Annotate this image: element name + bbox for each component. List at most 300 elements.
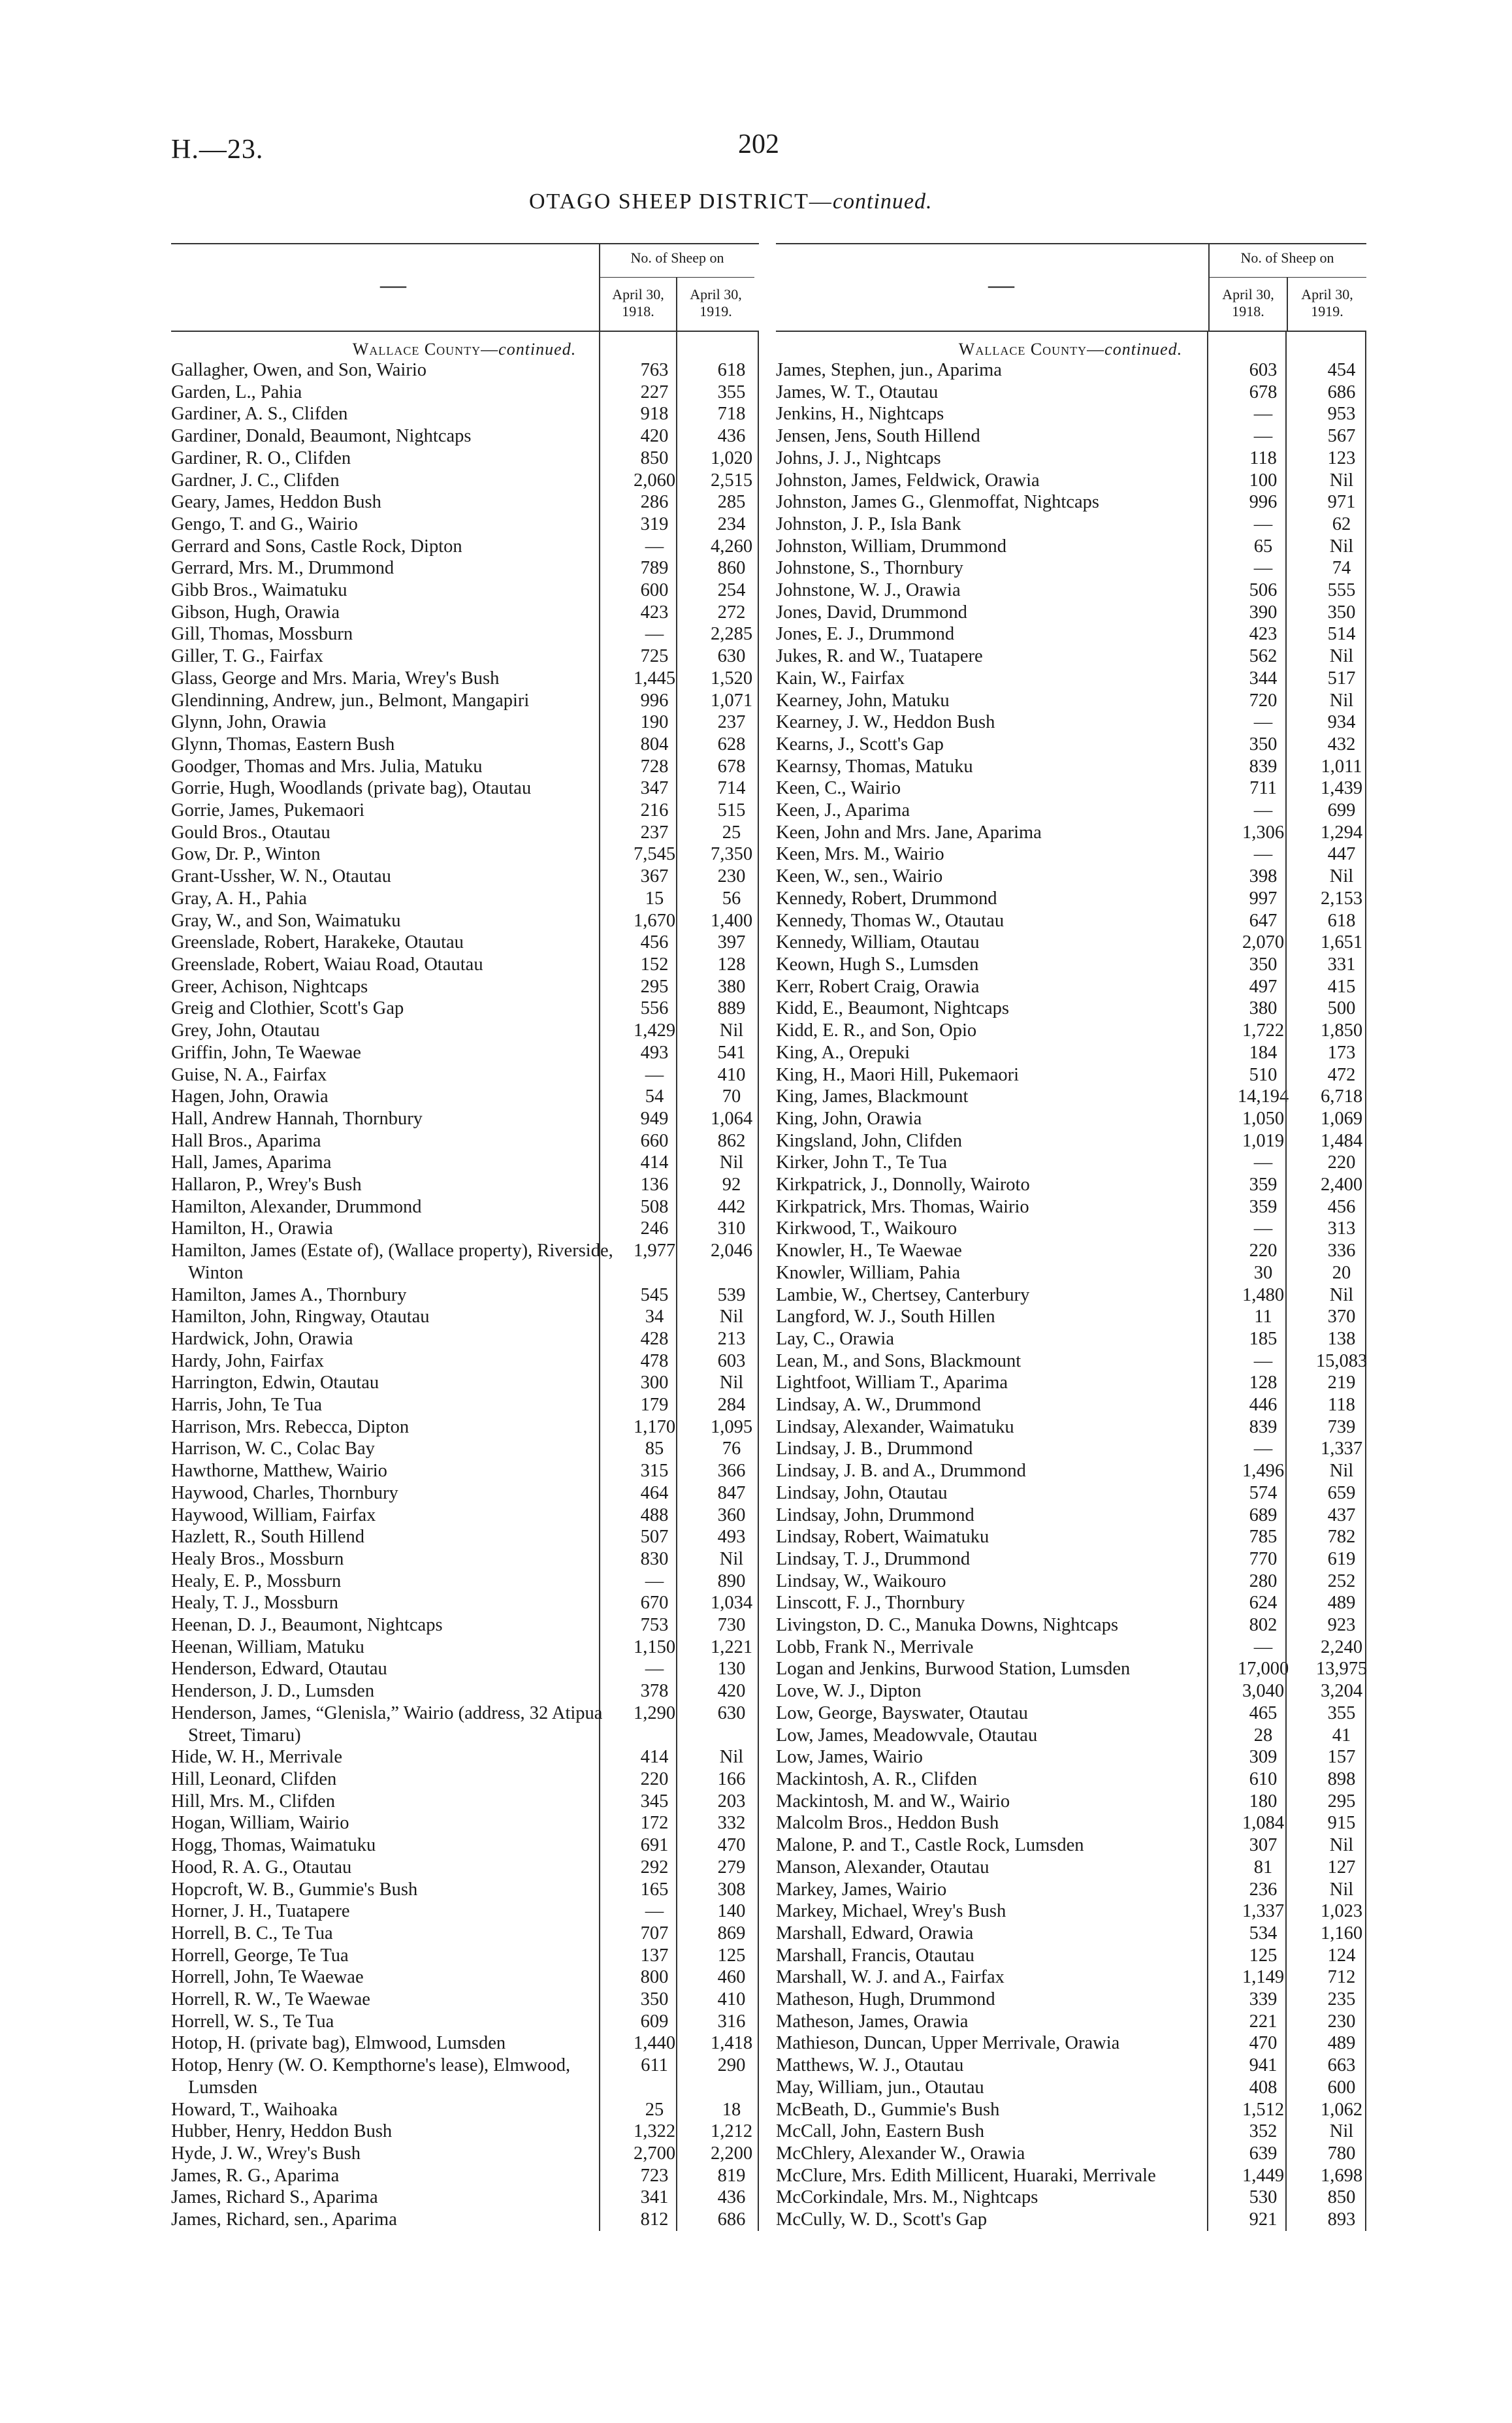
table-row [171, 1064, 758, 1086]
sheep-1919: 118 [1328, 1395, 1355, 1416]
holder-name: Matheson, Hugh, Drummond [776, 1989, 995, 2010]
sheep-1918: 497 [1249, 976, 1278, 997]
table-row [776, 2032, 1365, 2055]
table-row [776, 1548, 1365, 1570]
holder-name: James, R. G., Aparima [171, 2165, 340, 2186]
holder-name: Hamilton, James (Estate of), (Wallace property), Riverside, Winton [171, 1241, 613, 1283]
holder-name: Hill, Leonard, Clifden [171, 1769, 337, 1789]
table-row [171, 843, 758, 866]
sheep-1919: 630 [717, 1702, 746, 1723]
table-row [776, 1658, 1368, 1680]
sheep-1919: 157 [1327, 1747, 1356, 1768]
sheep-1918: 1,429 [633, 1020, 676, 1041]
table-row [776, 1130, 1365, 1152]
table-row [776, 557, 1365, 579]
table-row [171, 910, 758, 932]
holder-name: James, Stephen, jun., Aparima [776, 360, 1002, 380]
sheep-1918: 464 [640, 1482, 669, 1503]
holder-name: Hamilton, James A., Thornbury [171, 1284, 407, 1305]
holder-name: Low, James, Wairio [776, 1747, 923, 1768]
holder-name: Hardwick, John, Orawia [171, 1328, 353, 1349]
sheep-1918: 493 [640, 1042, 669, 1063]
table-row [171, 1020, 758, 1042]
table-row [171, 1746, 758, 1768]
holder-name: Manson, Alexander, Otautau [776, 1857, 989, 1878]
holder-name: Kennedy, Robert, Drummond [776, 888, 997, 909]
section-heading: Wallace County—continued. [352, 340, 577, 359]
sheep-1919: 1,418 [710, 2033, 753, 2054]
sheep-1919: 138 [1327, 1328, 1356, 1349]
sheep-1919: 618 [717, 360, 746, 380]
sheep-1919: 898 [1327, 1769, 1356, 1789]
holder-name: Hood, R. A. G., Otautau [171, 1857, 352, 1878]
sheep-1918: 2,060 [633, 470, 676, 491]
holder-name: Haywood, William, Fairfax [171, 1504, 376, 1525]
sheep-1919: 397 [717, 932, 746, 953]
holder-name: McClure, Mrs. Edith Millicent, Huaraki, Merrivale [776, 2165, 1156, 2186]
sheep-1918: 345 [640, 1791, 669, 1812]
sheep-1918: 15 [645, 888, 664, 909]
sheep-1919: Nil [1329, 1835, 1354, 1856]
sheep-1918: 350 [1249, 734, 1278, 755]
table-row [776, 777, 1365, 800]
sheep-1918: — [645, 536, 664, 557]
table-row [171, 470, 758, 492]
sheep-1918: 28 [1253, 1725, 1273, 1746]
sheep-1919: 284 [717, 1395, 746, 1416]
sheep-1919: 442 [717, 1196, 746, 1217]
table-row [776, 1174, 1365, 1196]
sheep-1918: 2,700 [633, 2143, 676, 2164]
table-row [171, 1812, 758, 1834]
holder-name: Marshall, Francis, Otautau [776, 1945, 974, 1966]
holder-name: Knowler, H., Te Waewae [776, 1241, 962, 1261]
holder-name: Lindsay, J. B. and A., Drummond [776, 1461, 1026, 1482]
sheep-1919: 456 [1327, 1196, 1356, 1217]
holder-name: Glynn, John, Orawia [171, 712, 327, 733]
sheep-1919: 437 [1327, 1504, 1356, 1525]
date-1919-heading: April 30, 1919. [1301, 286, 1353, 319]
holder-name: Hyde, J. W., Wrey's Bush [171, 2143, 361, 2164]
table-row [171, 1416, 758, 1439]
table-row [171, 491, 758, 513]
sheep-1919: 285 [717, 492, 746, 513]
holder-name: Matthews, W. J., Otautau [776, 2055, 964, 2076]
holder-name: Johnstone, S., Thornbury [776, 558, 963, 579]
table-row [171, 1152, 758, 1174]
sheep-1918: 470 [1249, 2033, 1278, 2054]
table-row [776, 403, 1365, 425]
table-row [776, 711, 1365, 734]
holder-name: Griffin, John, Te Waewae [171, 1042, 361, 1063]
table-row [776, 822, 1365, 844]
table-row [776, 425, 1365, 447]
holder-name: Mackintosh, M. and W., Wairio [776, 1791, 1010, 1812]
sheep-1918: 534 [1249, 1923, 1278, 1943]
sheep-1919: 436 [717, 426, 746, 447]
holder-name: Horrell, John, Te Waewae [171, 1967, 364, 1988]
table-row [776, 1791, 1365, 1813]
sheep-1918: 949 [640, 1108, 669, 1129]
table-row [171, 2209, 758, 2231]
sheep-1919: Nil [1329, 1284, 1354, 1305]
holder-name: Horrell, W. S., Te Tua [171, 2011, 334, 2032]
table-row [776, 1196, 1365, 1218]
table-row [171, 998, 758, 1020]
sheep-1918: 600 [640, 580, 669, 601]
table-row [776, 1152, 1365, 1174]
table-row [171, 2032, 758, 2055]
sheep-1919: 2,153 [1320, 888, 1363, 909]
table-row [776, 1306, 1365, 1328]
sheep-1919: 1,011 [1321, 756, 1362, 777]
table-row [171, 822, 758, 844]
table-row [776, 1636, 1365, 1659]
sheep-1918: 359 [1249, 1175, 1278, 1195]
holder-name: Keen, W., sen., Wairio [776, 866, 943, 887]
holder-name: Hallaron, P., Wrey's Bush [171, 1175, 362, 1195]
sheep-1918: 180 [1249, 1791, 1278, 1812]
table-row [776, 2099, 1365, 2121]
sheep-1918: 508 [640, 1196, 669, 1217]
table-row [776, 645, 1365, 668]
section-heading: Wallace County—continued. [958, 340, 1183, 359]
sheep-1919: 128 [717, 954, 746, 975]
sheep-1918: 506 [1249, 580, 1278, 601]
sheep-1919: 517 [1327, 668, 1356, 689]
sheep-1918: 315 [640, 1461, 669, 1482]
holder-name: May, William, jun., Otautau [776, 2077, 984, 2098]
page-title-continued: continued. [832, 189, 933, 214]
holder-name: Heenan, William, Matuku [171, 1636, 364, 1657]
holder-name: Gardiner, R. O., Clifden [171, 447, 351, 468]
sheep-1918: 367 [640, 866, 669, 887]
sheep-1918: — [1253, 800, 1273, 821]
sheep-1919: 1,062 [1320, 2099, 1363, 2120]
holder-name: Jensen, Jens, South Hillend [776, 426, 980, 447]
table-row [171, 1042, 758, 1064]
sheep-1919: 25 [722, 822, 741, 843]
sheep-1919: 539 [717, 1284, 746, 1305]
sheep-1919: 13,975 [1315, 1659, 1368, 1680]
sheep-1918: 921 [1249, 2209, 1278, 2230]
sheep-1919: 460 [717, 1967, 746, 1988]
sheep-1919: 62 [1332, 513, 1351, 534]
sheep-1918: 720 [1249, 690, 1278, 711]
sheep-1918: — [1253, 844, 1273, 865]
sheep-1918: 770 [1249, 1548, 1278, 1569]
sheep-1919: 1,160 [1320, 1923, 1363, 1943]
holder-name: Kirkwood, T., Waikouro [776, 1218, 957, 1239]
sheep-1919: 1,064 [710, 1108, 753, 1129]
table-row [776, 1966, 1365, 1989]
sheep-1918: 220 [640, 1769, 669, 1789]
sheep-1919: 1,095 [710, 1416, 753, 1437]
sheep-1918: — [1253, 1152, 1273, 1173]
table-row [776, 1240, 1365, 1262]
sheep-1919: 56 [722, 888, 741, 909]
holder-name: Lindsay, A. W., Drummond [776, 1395, 982, 1416]
table-row [171, 1284, 758, 1307]
sheep-1919: Nil [1329, 470, 1354, 491]
sheep-1919: 410 [717, 1064, 746, 1085]
sheep-1919: 489 [1327, 2033, 1356, 2054]
holder-name: Kirkpatrick, Mrs. Thomas, Wairio [776, 1196, 1029, 1217]
holder-name: Keen, C., Wairio [776, 778, 901, 799]
holder-name: Gardiner, A. S., Clifden [171, 404, 348, 425]
column-divider [676, 332, 677, 2231]
sheep-1919: 308 [717, 1879, 746, 1900]
sheep-1919: 6,718 [1320, 1086, 1363, 1107]
sheep-count-heading: No. of Sheep on [1240, 250, 1334, 266]
sheep-1919: 515 [717, 800, 746, 821]
sheep-1919: 20 [1332, 1262, 1351, 1283]
table-row [776, 1879, 1365, 1901]
holder-name: Greig and Clothier, Scott's Gap [171, 998, 404, 1019]
sheep-1918: 423 [640, 602, 669, 623]
sheep-1918: 850 [640, 447, 669, 468]
sheep-1919: 313 [1327, 1218, 1356, 1239]
sheep-1919: 3,204 [1320, 1681, 1363, 1702]
holder-name: Gill, Thomas, Mossburn [171, 624, 353, 645]
sheep-1918: 507 [640, 1527, 669, 1548]
holder-name: King, John, Orawia [776, 1108, 922, 1129]
sheep-1919: 934 [1327, 712, 1356, 733]
holder-name: Harrison, Mrs. Rebecca, Dipton [171, 1416, 410, 1437]
table-row [776, 2165, 1365, 2187]
sheep-1918: — [645, 624, 664, 645]
sheep-1918: 802 [1249, 1615, 1278, 1636]
sheep-count-heading: No. of Sheep on [630, 250, 724, 266]
table-row [776, 2055, 1365, 2077]
date-1918-heading: April 30, 1918. [1222, 286, 1274, 319]
table-row [776, 1680, 1365, 1702]
holder-name: Johnston, James G., Glenmoffat, Nightcaps [776, 492, 1099, 513]
name-column-heading: — [380, 270, 406, 299]
sheep-1918: — [645, 1659, 664, 1680]
sheep-1918: 390 [1249, 602, 1278, 623]
table-row [776, 1372, 1365, 1394]
table-row [776, 1857, 1365, 1879]
holder-name: Malcolm Bros., Heddon Bush [776, 1813, 999, 1834]
table-row [171, 1834, 758, 1857]
holder-name: Hogan, William, Wairio [171, 1813, 349, 1834]
table-row [776, 1725, 1365, 1747]
sheep-1918: 11 [1254, 1307, 1272, 1327]
table-row [171, 1394, 758, 1416]
sheep-1919: 971 [1327, 492, 1356, 513]
holder-name: Hotop, Henry (W. O. Kempthorne's lease), Elmwood, Lumsden [171, 2055, 571, 2098]
holder-name: Johnston, James, Feldwick, Orawia [776, 470, 1040, 491]
holder-name: Gray, A. H., Pahia [171, 888, 307, 909]
table-row [776, 1834, 1365, 1857]
table-row [171, 382, 758, 404]
holder-name: Mathieson, Duncan, Upper Merrivale, Orawia [776, 2033, 1120, 2054]
holder-name: Gallagher, Owen, and Son, Wairio [171, 360, 426, 380]
table-row [776, 2187, 1365, 2209]
sheep-1919: 1,069 [1320, 1108, 1363, 1129]
sheep-1918: 725 [640, 646, 669, 667]
sheep-1918: 996 [1249, 492, 1278, 513]
holder-name: Jenkins, H., Nightcaps [776, 404, 944, 425]
holder-name: Guise, N. A., Fairfax [171, 1064, 327, 1085]
table-row [171, 1945, 758, 1967]
sheep-1919: 123 [1327, 447, 1356, 468]
sheep-1919: 686 [1327, 382, 1356, 402]
sheep-1918: 647 [1249, 910, 1278, 931]
holder-name: Malone, P. and T., Castle Rock, Lumsden [776, 1835, 1084, 1856]
sheep-1919: 230 [717, 866, 746, 887]
sheep-1919: 780 [1327, 2143, 1356, 2164]
table-row [171, 1857, 758, 1879]
sheep-1918: 179 [640, 1395, 669, 1416]
table-row [171, 2121, 758, 2143]
holder-name: James, Richard S., Aparima [171, 2187, 378, 2208]
sheep-1918: 81 [1253, 1857, 1273, 1878]
sheep-1919: 2,515 [710, 470, 753, 491]
table-row [171, 711, 758, 734]
sheep-1919: 41 [1332, 1725, 1351, 1746]
holder-name: Kearnsy, Thomas, Matuku [776, 756, 973, 777]
sheep-1919: Nil [1329, 1879, 1354, 1900]
holder-name: Haywood, Charles, Thornbury [171, 1482, 398, 1503]
table-row [776, 1218, 1365, 1240]
holder-name: Healy Bros., Mossburn [171, 1548, 344, 1569]
sheep-1918: 670 [640, 1593, 669, 1614]
table-row [171, 756, 758, 778]
holder-name: Lindsay, J. B., Drummond [776, 1439, 973, 1459]
sheep-1919: 470 [717, 1835, 746, 1856]
sheep-1919: 1,651 [1320, 932, 1363, 953]
holder-name: Hogg, Thomas, Waimatuku [171, 1835, 376, 1856]
table-row [171, 734, 758, 756]
table-row [776, 1592, 1365, 1614]
holder-name: Kidd, E. R., and Son, Opio [776, 1020, 977, 1041]
table-row [776, 2209, 1365, 2231]
table-row [171, 1196, 758, 1218]
holder-name: Grey, John, Otautau [171, 1020, 320, 1041]
sheep-1919: 500 [1327, 998, 1356, 1019]
sheep-1919: 4,260 [710, 536, 753, 557]
sheep-1919: Nil [719, 1373, 744, 1393]
sheep-1919: 1,337 [1320, 1439, 1363, 1459]
sheep-1918: 350 [640, 1989, 669, 2010]
sheep-1918: 789 [640, 558, 669, 579]
sheep-1919: 847 [717, 1482, 746, 1503]
sheep-1918: 678 [1249, 382, 1278, 402]
holder-name: Gardner, J. C., Clifden [171, 470, 340, 491]
sheep-1919: 272 [717, 602, 746, 623]
sheep-1919: 712 [1327, 1967, 1356, 1988]
holder-name: Hall, Andrew Hannah, Thornbury [171, 1108, 423, 1129]
sheep-1918: — [645, 1570, 664, 1591]
table-row [776, 1020, 1365, 1042]
table-row [171, 690, 758, 712]
sheep-1918: 292 [640, 1857, 669, 1878]
table-row [171, 1108, 758, 1130]
holder-name: Lightfoot, William T., Aparima [776, 1373, 1008, 1393]
sheep-1919: Nil [719, 1747, 744, 1768]
table-row [171, 1791, 758, 1813]
holder-name: Greenslade, Robert, Waiau Road, Otautau [171, 954, 483, 975]
holder-name: Lindsay, John, Otautau [776, 1482, 948, 1503]
sheep-1919: 893 [1327, 2209, 1356, 2230]
sheep-1919: 1,212 [710, 2121, 753, 2142]
table-row [171, 866, 758, 888]
sheep-1919: 76 [722, 1439, 741, 1459]
sheep-1919: 555 [1327, 580, 1356, 601]
holder-name: Mackintosh, A. R., Clifden [776, 1769, 977, 1789]
sheep-1918: 1,084 [1242, 1813, 1285, 1834]
sheep-1918: 414 [640, 1152, 669, 1173]
sheep-1918: 478 [640, 1350, 669, 1371]
sheep-1919: 514 [1327, 624, 1356, 645]
sheep-1918: 941 [1249, 2055, 1278, 2076]
table-row [776, 1768, 1365, 1791]
sheep-1918: 707 [640, 1923, 669, 1943]
table-row [776, 1108, 1365, 1130]
sheep-1919: 454 [1327, 360, 1356, 380]
sheep-1919: 173 [1327, 1042, 1356, 1063]
holder-name: Giller, T. G., Fairfax [171, 646, 323, 667]
sheep-1918: 307 [1249, 1835, 1278, 1856]
sheep-1918: — [1253, 1350, 1273, 1371]
name-column-heading: — [988, 270, 1014, 299]
sheep-1919: 2,400 [1320, 1175, 1363, 1195]
table-row [776, 2077, 1365, 2099]
table-row [171, 602, 758, 624]
table-row [776, 1702, 1365, 1725]
sheep-1918: — [1253, 1218, 1273, 1239]
sheep-1919: Nil [719, 1152, 744, 1173]
holder-name: Kearns, J., Scott's Gap [776, 734, 944, 755]
holder-name: Heenan, D. J., Beaumont, Nightcaps [171, 1615, 443, 1636]
table-row [776, 359, 1365, 382]
table-row [776, 1504, 1365, 1527]
sheep-1918: 1,019 [1242, 1130, 1285, 1151]
sheep-1918: 574 [1249, 1482, 1278, 1503]
table-row [171, 800, 758, 822]
table-row [776, 690, 1365, 712]
sheep-1918: 1,445 [633, 668, 676, 689]
table-row [776, 998, 1365, 1020]
page-title [529, 189, 933, 214]
table-row [171, 1240, 758, 1284]
holder-name: Henderson, Edward, Otautau [171, 1659, 387, 1680]
holder-name: Hopcroft, W. B., Gummie's Bush [171, 1879, 418, 1900]
sheep-1918: 65 [1253, 536, 1273, 557]
holder-name: Gibb Bros., Waimatuku [171, 580, 347, 601]
sheep-1918: 1,440 [633, 2033, 676, 2054]
sheep-1919: 659 [1327, 1482, 1356, 1503]
sheep-1919: Nil [1329, 646, 1354, 667]
sheep-1918: 800 [640, 1967, 669, 1988]
holder-name: Grant-Ussher, W. N., Otautau [171, 866, 391, 887]
table-row [776, 1945, 1365, 1967]
sheep-1919: 410 [717, 1989, 746, 2010]
table-row [171, 888, 758, 910]
table-row [776, 1416, 1365, 1439]
sheep-1918: 165 [640, 1879, 669, 1900]
sheep-1919: 234 [717, 513, 746, 534]
sheep-1918: 25 [645, 2099, 664, 2120]
holder-name: McChlery, Alexander W., Orawia [776, 2143, 1025, 2164]
sheep-1919: 619 [1327, 1548, 1356, 1569]
table-row [171, 1526, 758, 1548]
table-row [171, 1570, 758, 1593]
sheep-1918: 723 [640, 2165, 669, 2186]
sheep-1918: 54 [645, 1086, 664, 1107]
